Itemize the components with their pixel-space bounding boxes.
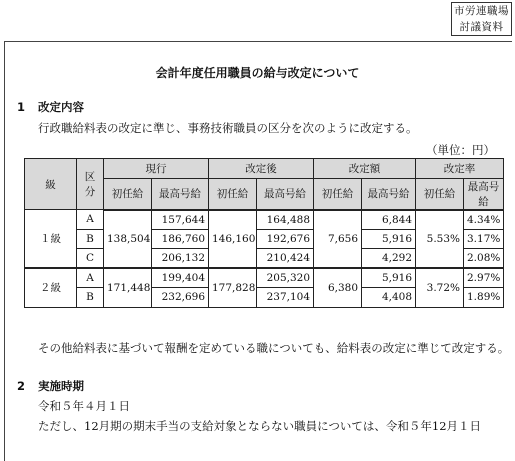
grade-cell: ２級 [25,268,77,307]
salary-table [24,158,504,308]
header-after-highest: 最高号給 [257,178,314,210]
table-cell: 177,828 [209,268,257,307]
document-title: 会計年度任用職員の給与改定について [155,66,360,80]
table-row [25,249,504,269]
division-cell: A [77,268,104,288]
header-after-starting: 初任給 [209,178,257,210]
section-2-date: 令和５年４月１日 [38,399,130,413]
section-1-note: その他給料表に基づいて報酬を定めている職についても、給料表の改定に準じて改定する。 [38,341,510,355]
table-cell: 146,160 [209,229,257,249]
table-cell: 3.17% [464,229,504,249]
stamp-line-1: 市労連職場 [454,5,509,17]
table-cell: 3.72% [416,268,464,307]
table-cell: 237,104 [257,288,314,308]
table-cell [416,210,464,230]
table-cell: 7,656 [314,229,362,249]
header-rate: 改定率 [416,159,504,179]
table-cell: 2.08% [464,249,504,269]
table-cell: 5,916 [362,229,416,249]
table-cell [209,210,257,230]
table-cell: 205,320 [257,268,314,288]
table-cell: 5,916 [362,268,416,288]
division-cell: B [77,288,104,308]
table-cell: 210,424 [257,249,314,269]
section-2-proviso: ただし、12月期の期末手当の支給対象とならない職員については、令和５年12月１日 [38,419,482,433]
table-cell: 5.53% [416,229,464,249]
section-1-number: 1 [17,100,26,114]
header-current-highest: 最高号給 [152,178,209,210]
table-cell: 171,448 [104,268,152,307]
header-current-starting: 初任給 [104,178,152,210]
section-2-number: 2 [17,379,26,393]
table-cell [104,249,152,269]
table-cell: 2.97% [464,268,504,288]
table-cell [209,249,257,269]
table-cell: 164,488 [257,210,314,230]
table-cell: 138,504 [104,229,152,249]
section-1-heading [17,99,84,115]
table-cell: 186,760 [152,229,209,249]
document-stamp [451,2,512,36]
section-2-heading [17,378,84,394]
section-1-title: 改定内容 [38,100,84,114]
table-cell [104,210,152,230]
header-rate-starting: 初任給 [416,178,464,210]
table-cell: 4,292 [362,249,416,269]
header-amount-starting: 初任給 [314,178,362,210]
table-row [25,210,504,230]
table-cell [314,210,362,230]
stamp-line-2: 討議資料 [459,21,504,33]
table-cell: 4,408 [362,288,416,308]
header-after: 改定後 [209,159,314,179]
table-cell [314,249,362,269]
grade-cell: １級 [25,210,77,269]
division-cell: A [77,210,104,230]
section-2-title: 実施時期 [38,379,84,393]
header-amount: 改定額 [314,159,416,179]
table-row [25,229,504,249]
table-cell: 232,696 [152,288,209,308]
table-cell: 6,380 [314,268,362,307]
table-cell: 6,844 [362,210,416,230]
unit-label: （単位：円） [426,143,495,157]
header-division: 区分 [77,159,104,210]
table-cell: 199,404 [152,268,209,288]
header-grade: 級 [25,159,77,210]
table-cell: 157,644 [152,210,209,230]
table-cell [416,249,464,269]
header-current: 現行 [104,159,209,179]
table-row [25,268,504,288]
division-cell: B [77,229,104,249]
table-cell: 192,676 [257,229,314,249]
table-cell: 206,132 [152,249,209,269]
header-rate-highest: 最高号給 [464,178,504,210]
table-cell: 4.34% [464,210,504,230]
section-1-body: 行政職給料表の改定に準じ、事務技術職員の区分を次のように改定する。 [38,121,418,135]
table-cell: 1.89% [464,288,504,308]
division-cell: C [77,249,104,269]
header-amount-highest: 最高号給 [362,178,416,210]
